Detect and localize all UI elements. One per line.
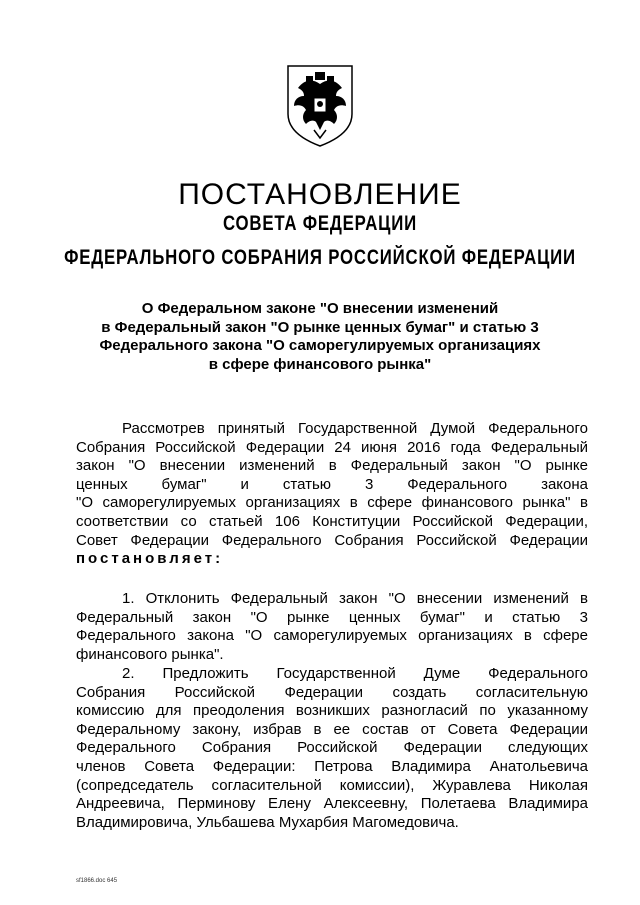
item-2-paragraph	[76, 665, 588, 832]
preamble-line: ценных бумаг" и статью 3 Федерального закона	[76, 475, 588, 493]
heading-line: О Федеральном законе "О внесении изменений	[141, 300, 499, 317]
preamble-line: Совет Федерации Федерального Собрания Российской Федерации	[76, 531, 588, 549]
item-2-line: членов Совета Федерации: Петрова Владимира Анатольевича	[76, 757, 588, 775]
preamble-line: соответствии со статьей 106 Конституции Российской Федерации,	[76, 512, 588, 530]
item-1-line: финансового рынка".	[76, 645, 224, 663]
item-2-line: 2. Предложить Государственной Думе Федерального	[122, 665, 588, 682]
preamble-paragraph	[76, 420, 588, 569]
coat-of-arms-icon	[284, 62, 356, 150]
decree-word: постановляет:	[76, 550, 224, 568]
issuing-body-line1: СОВЕТА ФЕДЕРАЦИИ	[223, 212, 417, 235]
item-1-line: 1. Отклонить Федеральный закон "О внесении изменений в	[122, 590, 588, 607]
preamble-line: "О саморегулируемых организациях в сфере финансового рынка" в	[76, 494, 588, 512]
item-2-line: (сопредседатель согласительной комиссии), Журавлева Николая	[76, 776, 588, 794]
item-2-line: Федерального Собрания Российской Федерации следующих	[76, 739, 588, 757]
item-2-line: Андреевича, Перминову Елену Алексеевну, Полетаева Владимира	[76, 795, 588, 813]
document-reference: sf1866.doc 645	[76, 878, 118, 884]
resolution-heading	[80, 300, 560, 374]
preamble-line: Собрания Российской Федерации 24 июня 2016 года Федеральный	[76, 438, 588, 456]
item-2-line: Владимировича, Ульбашева Мухарбия Магомедовича.	[76, 813, 459, 831]
heading-line: в Федеральный закон "О рынке ценных бумаг" и статью 3	[101, 318, 539, 336]
heading-line: в сфере финансового рынка"	[208, 355, 432, 373]
item-1-line: Федеральный закон "О рынке ценных бумаг" и статью 3	[76, 608, 588, 626]
preamble-line: Рассмотрев принятый Государственной Думой Федерального	[122, 420, 588, 437]
item-1-paragraph	[76, 590, 588, 664]
item-1-line: Федерального закона "О саморегулируемых организациях в сфере	[76, 627, 588, 645]
heading-line: Федерального закона "О саморегулируемых организациях	[99, 337, 541, 354]
preamble-line: закон "О внесении изменений в Федеральный закон "О рынке	[76, 457, 588, 475]
document-title: ПОСТАНОВЛЕНИЕ	[178, 178, 462, 211]
item-2-line: комиссию для преодоления возникших разногласий по указанному	[76, 702, 588, 720]
item-2-line: Федеральному закону, избрав в ее состав от Совета Федерации	[76, 720, 588, 738]
item-2-line: Собрания Российской Федерации создать согласительную	[76, 683, 588, 701]
issuing-body-line2: ФЕДЕРАЛЬНОГО СОБРАНИЯ РОССИЙСКОЙ ФЕДЕРАЦИИ	[64, 246, 576, 269]
